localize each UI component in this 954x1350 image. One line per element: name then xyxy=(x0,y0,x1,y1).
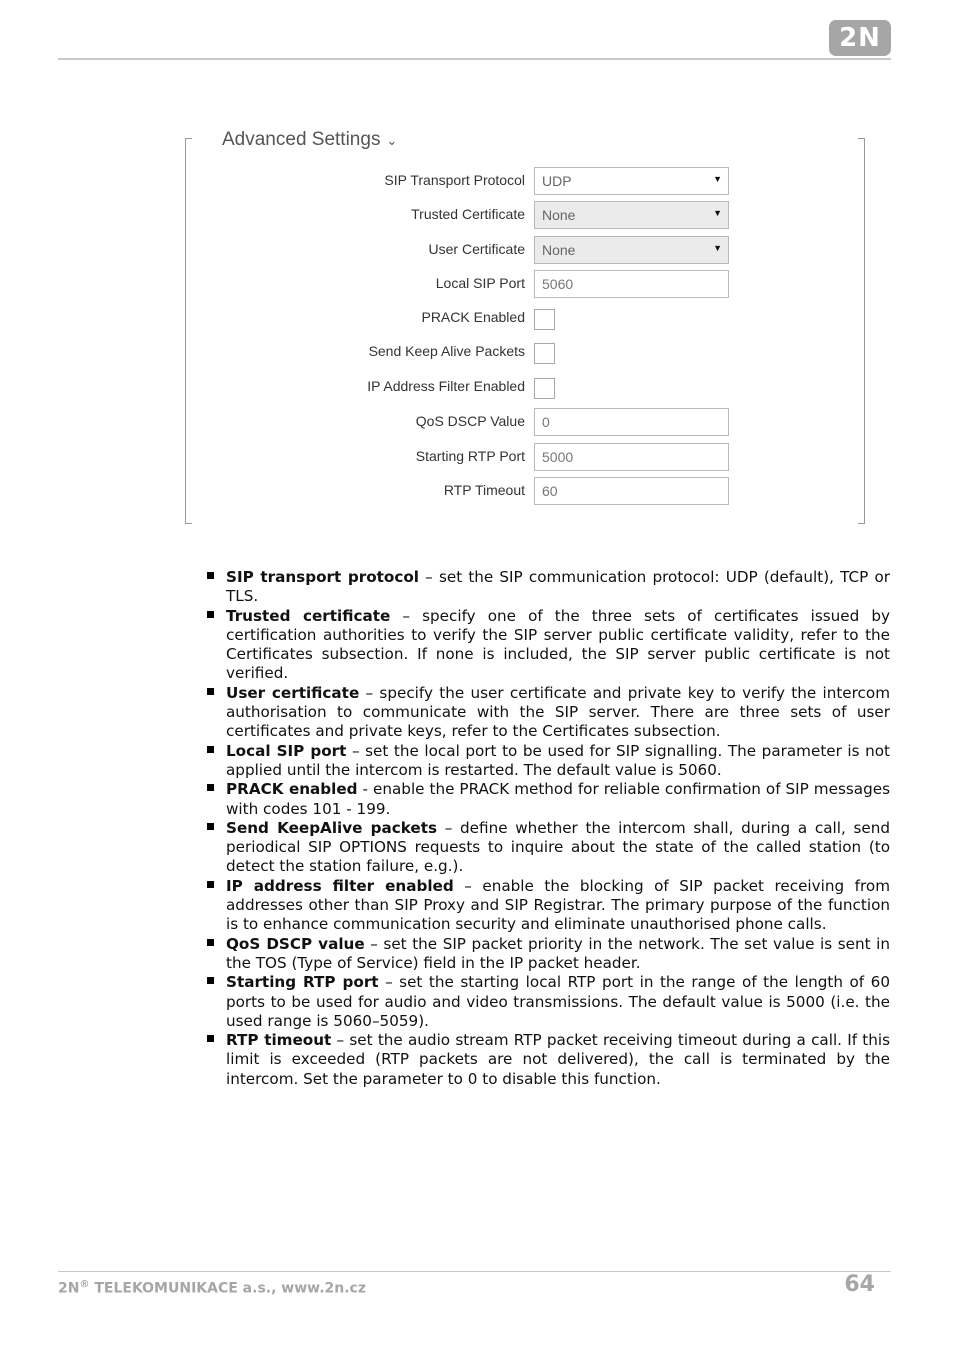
chevron-down-icon: ⌄ xyxy=(386,133,398,148)
advanced-settings-title: Advanced Settings xyxy=(222,129,381,150)
list-item xyxy=(207,568,890,607)
description: – set the local port to be used for SIP signalling. The parameter is not applied until the intercom is restarted. The default value is 5060. xyxy=(226,741,890,779)
label-starting-rtp-port: Starting RTP Port xyxy=(415,448,525,464)
description: – define whether the intercom shall, during a call, send periodical SIP OPTIONS requests to inquire about the state of the called station (to detect the station failure, e.g.). xyxy=(226,818,890,876)
term: IP address filter enabled xyxy=(226,876,454,895)
term: PRACK enabled xyxy=(226,780,358,799)
row-qos-dscp-value xyxy=(185,408,865,436)
term: Trusted certificate xyxy=(226,606,391,625)
advanced-settings-toggle[interactable] xyxy=(218,129,401,151)
description: – set the audio stream RTP packet receiving timeout during a call. If this limit is exceeded (RTP packets are not delivered), the call is terminated by the intercom. Set the parameter to 0 to disable this function. xyxy=(226,1031,891,1088)
description: – specify one of the three sets of certificates issued by certification authorities to verify the SIP server public certificate validity, refer to the Certificates subsection. If none is included, the SIP server public certificate is not verified. xyxy=(226,606,890,683)
footer-company-text: TELEKOMUNIKACE a.s., www.2n.cz xyxy=(89,1280,366,1297)
description: – set the SIP packet priority in the network. The set value is sent in the TOS (Type of Service) field in the IP packet header. xyxy=(226,934,890,972)
row-trusted-certificate xyxy=(185,201,865,229)
label-prack-enabled: PRACK Enabled xyxy=(421,309,525,325)
label-qos-dscp-value: QoS DSCP Value xyxy=(415,413,525,429)
term: User certificate xyxy=(226,683,360,702)
list-item xyxy=(207,877,890,935)
list-item xyxy=(207,819,890,877)
input-value: 0 xyxy=(542,414,550,430)
footer-brand: 2N xyxy=(58,1280,80,1297)
label-trusted-certificate: Trusted Certificate xyxy=(411,206,525,222)
list-item xyxy=(207,1031,890,1089)
list-item xyxy=(207,684,890,742)
label-user-certificate: User Certificate xyxy=(428,241,525,257)
list-item xyxy=(207,742,890,781)
header-divider xyxy=(58,58,891,60)
description: – set the starting local RTP port in the range of the length of 60 ports to be used for audio and video transmissions. The default value is 5000 (i.e. the used range is 5060–5059). xyxy=(226,973,890,1030)
term: Send KeepAlive packets xyxy=(226,818,438,837)
description: – set the SIP communication protocol: UDP (default), TCP or TLS. xyxy=(226,568,890,606)
send-keep-alive-checkbox[interactable] xyxy=(534,343,555,364)
row-rtp-timeout xyxy=(185,477,865,505)
registered-mark: ® xyxy=(79,1279,90,1290)
select-value: None xyxy=(542,242,576,258)
page-number: 64 xyxy=(844,1272,875,1297)
term: Starting RTP port xyxy=(226,973,379,992)
row-send-keep-alive xyxy=(185,341,865,369)
2n-logo: 2N xyxy=(829,20,891,56)
rtp-timeout-input[interactable] xyxy=(534,477,729,505)
list-item xyxy=(207,780,890,819)
list-item xyxy=(207,935,890,974)
input-value: 60 xyxy=(542,483,558,499)
qos-dscp-value-input[interactable] xyxy=(534,408,729,436)
input-value: 5060 xyxy=(542,276,574,292)
description: - enable the PRACK method for reliable confirmation of SIP messages with codes 101 - 199. xyxy=(226,780,890,818)
ip-address-filter-checkbox[interactable] xyxy=(534,378,555,399)
term: SIP transport protocol xyxy=(226,568,420,586)
list-item xyxy=(207,607,890,684)
footer-divider xyxy=(58,1271,891,1272)
prack-enabled-checkbox[interactable] xyxy=(534,309,555,330)
dropdown-arrow-icon: ▼ xyxy=(713,243,722,253)
label-local-sip-port: Local SIP Port xyxy=(435,275,525,291)
row-sip-transport-protocol xyxy=(185,167,865,195)
input-value: 5000 xyxy=(542,449,574,465)
trusted-certificate-select[interactable] xyxy=(534,201,729,229)
label-send-keep-alive-packets: Send Keep Alive Packets xyxy=(368,343,525,359)
sip-transport-protocol-select[interactable] xyxy=(534,167,729,195)
label-rtp-timeout: RTP Timeout xyxy=(443,482,525,498)
row-ip-address-filter xyxy=(185,376,865,404)
starting-rtp-port-input[interactable] xyxy=(534,443,729,471)
user-certificate-select[interactable] xyxy=(534,236,729,264)
parameter-description-list xyxy=(207,568,890,1089)
label-ip-address-filter-enabled: IP Address Filter Enabled xyxy=(367,378,525,394)
row-local-sip-port xyxy=(185,270,865,298)
advanced-settings-panel xyxy=(185,129,865,524)
local-sip-port-input[interactable] xyxy=(534,270,729,298)
dropdown-arrow-icon: ▼ xyxy=(713,208,722,218)
row-starting-rtp-port xyxy=(185,443,865,471)
description: – enable the blocking of SIP packet receiving from addresses other than SIP Proxy and SIP Registrar. The primary purpose of the function is to enhance communication security and eliminate unauthorised phone calls. xyxy=(226,876,890,934)
term: QoS DSCP value xyxy=(226,934,365,953)
label-sip-transport-protocol: SIP Transport Protocol xyxy=(384,172,525,188)
row-prack-enabled xyxy=(185,307,865,335)
description: – specify the user certificate and private key to verify the intercom authorisation to communicate with the SIP server. There are three sets of user certificates and private keys, refer to the Certificates subsection. xyxy=(226,683,890,741)
row-user-certificate xyxy=(185,236,865,264)
list-item xyxy=(207,973,890,1031)
select-value: UDP xyxy=(542,173,572,189)
select-value: None xyxy=(542,207,576,223)
dropdown-arrow-icon: ▼ xyxy=(713,174,722,184)
term: Local SIP port xyxy=(226,741,347,760)
footer-company xyxy=(58,1279,366,1297)
term: RTP timeout xyxy=(226,1031,332,1050)
